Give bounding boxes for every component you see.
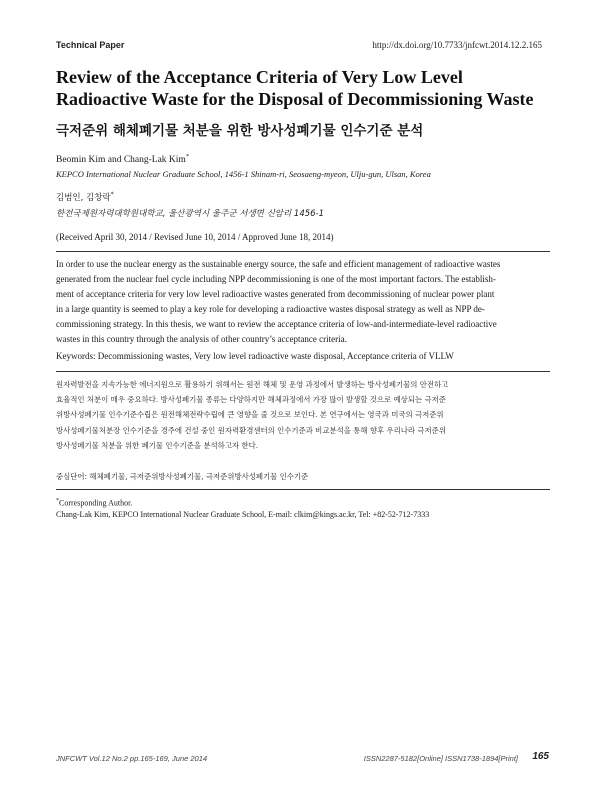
author-affiliation: KEPCO International Nuclear Graduate School, 1456-1 Shinam-ri, Seosaeng-myeon, Ulju-gun, Ulsan, Korea bbox=[56, 169, 431, 179]
page-number: 165 bbox=[532, 751, 549, 762]
abstract-line: wastes in this country through the analysis of other country’s acceptance criteria. bbox=[56, 334, 347, 344]
abstract-line: 방사성폐기물 처분을 위한 폐기물 인수기준을 분석하고자 한다. bbox=[56, 440, 259, 450]
divider bbox=[56, 251, 550, 252]
divider bbox=[56, 489, 550, 490]
english-keywords: Keywords: Decommissioning wastes, Very low level radioactive waste disposal, Acceptance criteria of VLLW bbox=[56, 351, 454, 361]
abstract-line: ment of acceptance criteria for very low level radioactive wastes generated from decommissioning of nuclear power plant bbox=[56, 289, 495, 299]
corresponding-author-contact: Chang-Lak Kim, KEPCO International Nuclear Graduate School, E-mail: clkim@kings.ac.kr, Tel: +82-52-712-7333 bbox=[56, 510, 430, 519]
doi-link[interactable]: http://dx.doi.org/10.7733/jnfcwt.2014.12.2.165 bbox=[372, 40, 542, 50]
abstract-line: 위방사성폐기물 인수기준수립은 원전해체전략수립에 큰 영향을 줄 것으로 보인다. 본 연구에서는 영국과 미국의 극저준위 bbox=[56, 410, 444, 420]
corresponding-mark: * bbox=[56, 498, 59, 504]
section-label: Technical Paper bbox=[56, 40, 125, 50]
divider bbox=[56, 371, 550, 372]
korean-author-affiliation: 한전국제원자력대학원대학교, 울산광역시 울주군 서생면 신암리 1456-1 bbox=[56, 209, 325, 219]
received-dates: (Received April 30, 2014 / Revised June 10, 2014 / Approved June 18, 2014) bbox=[56, 232, 334, 242]
english-title bbox=[56, 66, 556, 110]
corresponding-author-note: *Corresponding Author. bbox=[56, 498, 133, 508]
corresponding-mark: * bbox=[185, 153, 190, 160]
abstract-line: In order to use the nuclear energy as the sustainable energy source, the safe and efficient management of radioactive wastes bbox=[56, 259, 501, 269]
english-abstract bbox=[56, 257, 548, 347]
korean-keywords: 중심단어: 해체폐기물, 극저준위방사성폐기물, 극저준위방사성폐기물 인수기준 bbox=[56, 472, 309, 481]
abstract-line: 효율적인 처분이 매우 중요하다. 방사성폐기물 종류는 다양하지만 해체과정에서 가장 많이 발생할 것으로 예상되는 극저준 bbox=[56, 395, 446, 405]
abstract-line: in a large quantity is seemed to play a key role for developing a radioactive wastes disposal strategy as well as NPP de- bbox=[56, 304, 485, 314]
abstract-line: 원자력발전을 지속가능한 에너지원으로 활용하기 위해서는 원전 해체 및 운영 과정에서 발생하는 방사성폐기물의 안전하고 bbox=[56, 380, 449, 389]
abstract-line: 방사성폐기물처분장 인수기준을 경주에 건설 중인 원자력환경센터의 인수기준과 비교분석을 통해 향후 우리나라 극저준위 bbox=[56, 425, 446, 435]
korean-abstract bbox=[56, 377, 548, 453]
abstract-line: commissioning strategy. In this thesis, we want to review the acceptance criteria of low-and-intermediate-level radioactive bbox=[56, 319, 497, 329]
english-title-line: Review of the Acceptance Criteria of Very Low Level bbox=[56, 67, 463, 87]
english-title-line: Radioactive Waste for the Disposal of Decommissioning Waste bbox=[56, 89, 534, 109]
korean-title: 극저준위 해체폐기물 처분을 위한 방사성폐기물 인수기준 분석 bbox=[56, 123, 424, 139]
korean-author-names: 김범인, 김창락* bbox=[56, 191, 114, 203]
corresponding-mark: * bbox=[110, 191, 114, 199]
author-names: Beomin Kim and Chang-Lak Kim* bbox=[56, 153, 190, 166]
abstract-line: generated from the nuclear fuel cycle including NPP decommissioning is one of the most important factors. The establish- bbox=[56, 274, 496, 284]
journal-citation: JNFCWT Vol.12 No.2 pp.165-169, June 2014 bbox=[56, 754, 208, 763]
issn: ISSN2287-5182[Online] ISSN1738-1894[Print] bbox=[363, 754, 518, 763]
